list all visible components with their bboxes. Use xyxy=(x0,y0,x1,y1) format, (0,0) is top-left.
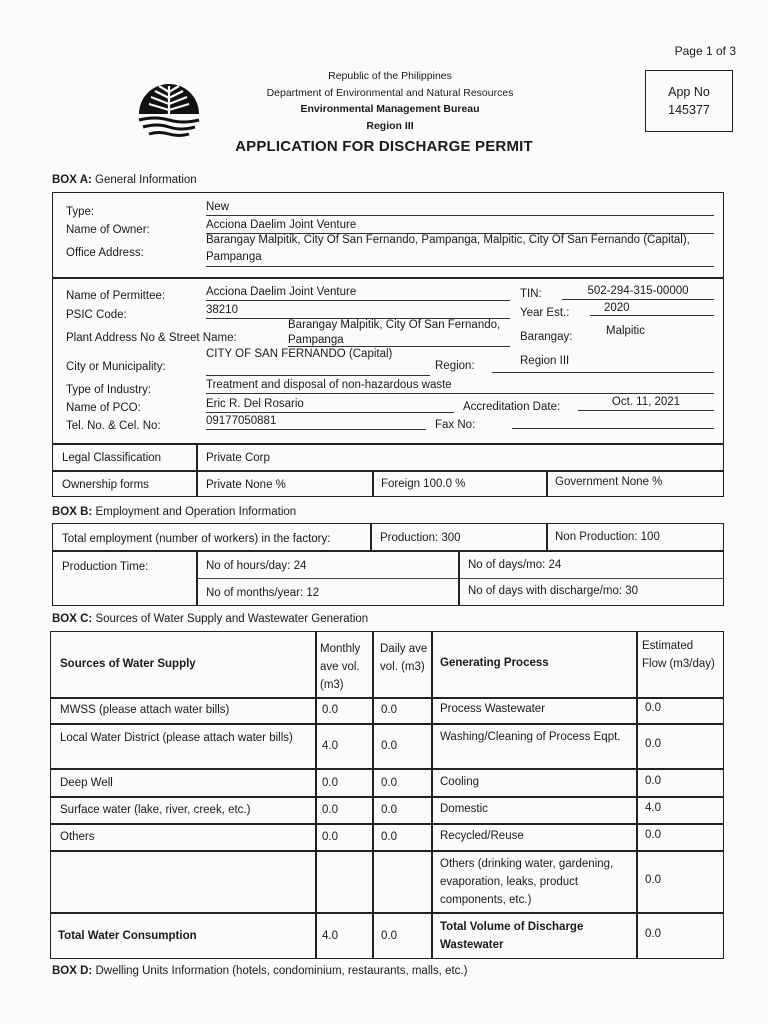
table-row-source: Deep Well xyxy=(60,777,113,789)
box-c-row-line xyxy=(50,697,724,699)
industry-value: Treatment and disposal of non-hazardous waste xyxy=(206,379,714,394)
box-b-divider xyxy=(52,550,724,552)
table-row-process: Recycled/Reuse xyxy=(440,830,524,842)
table-row-monthly: 0.0 xyxy=(322,804,338,816)
owner-value: Acciona Daelim Joint Venture xyxy=(206,219,714,234)
col-header-flow: Estimated Flow (m3/day) xyxy=(642,640,715,670)
pco-label: Name of PCO: xyxy=(66,402,141,414)
tel-value: 09177050881 xyxy=(206,415,426,430)
year-est-label: Year Est.: xyxy=(520,307,570,319)
table-row-process: Domestic xyxy=(440,803,488,815)
box-b-col-4 xyxy=(458,550,460,606)
app-no-label: App No xyxy=(668,85,710,99)
box-c-heading xyxy=(52,613,368,625)
box-b-col-2 xyxy=(546,523,548,550)
months-per-year: No of months/year: 12 xyxy=(206,587,320,599)
owner-label: Name of Owner: xyxy=(66,224,150,236)
table-row-daily: 0.0 xyxy=(381,777,397,789)
box-a-col-divider-3 xyxy=(546,470,548,497)
table-row-flow: 0.0 xyxy=(645,874,661,886)
box-a-col-divider xyxy=(196,443,198,497)
box-c-col-2 xyxy=(372,631,374,959)
box-b-heading xyxy=(52,506,296,518)
total-daily: 0.0 xyxy=(381,930,397,942)
table-row-flow: 0.0 xyxy=(645,702,661,714)
production-time-label: Production Time: xyxy=(62,561,149,573)
table-row-source: MWSS (please attach water bills) xyxy=(60,704,230,716)
hours-per-day: No of hours/day: 24 xyxy=(206,560,307,572)
table-row-process: Washing/Cleaning of Process Eqpt. xyxy=(440,731,621,743)
days-per-month: No of days/mo: 24 xyxy=(468,559,562,571)
table-row-process: Process Wastewater xyxy=(440,703,546,715)
box-b-divider-2 xyxy=(196,578,724,579)
total-monthly: 4.0 xyxy=(322,930,338,942)
barangay-value: Malpitic xyxy=(606,325,645,337)
table-row-source: Surface water (lake, river, creek, etc.) xyxy=(60,804,251,816)
box-d-label: BOX D: xyxy=(52,965,93,977)
box-c-col-4 xyxy=(636,631,638,959)
col-header-monthly: Monthly ave vol. (m3) xyxy=(320,643,361,691)
box-c-row-line xyxy=(50,823,724,825)
col-header-sources: Sources of Water Supply xyxy=(60,658,196,670)
accreditation-label: Accreditation Date: xyxy=(463,401,561,413)
fax-value xyxy=(512,414,714,429)
box-b-col-1 xyxy=(370,523,372,550)
table-row-source: Local Water District (please attach water bills) xyxy=(60,732,293,744)
header-region: Region III xyxy=(366,120,414,132)
non-production-count: Non Production: 100 xyxy=(555,531,660,543)
total-discharge-label: Total Volume of Discharge Wastewater xyxy=(440,921,584,951)
box-c-row-line xyxy=(50,796,724,798)
box-a-heading xyxy=(52,174,197,186)
box-a-divider-2 xyxy=(52,443,724,445)
table-row-daily: 0.0 xyxy=(381,804,397,816)
box-c-col-1 xyxy=(315,631,317,959)
box-d-title: Dwelling Units Information (hotels, condominium, restaurants, malls, etc.) xyxy=(95,965,468,977)
pco-value: Eric R. Del Rosario xyxy=(206,398,454,413)
table-row-daily: 0.0 xyxy=(381,704,397,716)
total-employment-label: Total employment (number of workers) in the factory: xyxy=(62,533,331,545)
tel-label: Tel. No. & Cel. No: xyxy=(66,420,161,432)
header-department: Department of Environmental and Natural Resources xyxy=(266,87,514,99)
box-a-divider-3 xyxy=(52,470,724,472)
plant-address-label: Plant Address No & Street Name: xyxy=(66,332,237,344)
box-d-heading xyxy=(52,965,467,977)
box-c-col-3 xyxy=(431,631,433,959)
office-address-label: Office Address: xyxy=(66,247,144,259)
app-no-value: 145377 xyxy=(668,103,710,117)
table-row-flow: 0.0 xyxy=(645,738,661,750)
table-row-source: Others xyxy=(60,831,95,843)
table-row-process: Cooling xyxy=(440,776,479,788)
box-c-title: Sources of Water Supply and Wastewater Generation xyxy=(95,613,369,625)
box-c-row-line xyxy=(50,723,724,725)
production-count: Production: 300 xyxy=(380,532,461,544)
psic-label: PSIC Code: xyxy=(66,309,127,321)
type-label: Type: xyxy=(66,206,95,218)
ownership-foreign: Foreign 100.0 % xyxy=(381,478,466,490)
box-a-label: BOX A: xyxy=(52,174,92,186)
box-b-label: BOX B: xyxy=(52,506,93,518)
fax-label: Fax No: xyxy=(435,419,476,431)
psic-value: 38210 xyxy=(206,304,510,319)
accreditation-value: Oct. 11, 2021 xyxy=(578,396,714,411)
box-a-title: General Information xyxy=(95,174,197,186)
denr-logo-icon xyxy=(135,76,203,140)
region-value: Region III xyxy=(492,355,714,373)
region-label: Region: xyxy=(435,360,475,372)
total-consumption-label: Total Water Consumption xyxy=(58,930,197,942)
box-c-table xyxy=(50,631,724,959)
permittee-value: Acciona Daelim Joint Venture xyxy=(206,286,510,301)
col-header-process: Generating Process xyxy=(440,657,549,669)
box-b-col-3 xyxy=(196,550,198,606)
table-row-monthly: 0.0 xyxy=(322,831,338,843)
table-row-daily: 0.0 xyxy=(381,740,397,752)
page-number: Page 1 of 3 xyxy=(674,44,736,58)
box-b-title: Employment and Operation Information xyxy=(95,506,297,518)
legal-classification-value: Private Corp xyxy=(206,452,270,464)
ownership-government: Government None % xyxy=(555,476,663,488)
plant-address-value: Barangay Malpitik, City Of San Fernando, Pampanga xyxy=(288,318,510,347)
table-row-process: Others (drinking water, gardening, evaporation, leaks, product components, etc.) xyxy=(440,858,614,906)
ownership-label: Ownership forms xyxy=(62,479,149,491)
header-bureau: Environmental Management Bureau xyxy=(300,103,480,115)
box-c-row-line xyxy=(50,912,724,914)
box-a-col-divider-2 xyxy=(372,470,374,497)
col-header-daily: Daily ave vol. (m3) xyxy=(380,643,428,673)
total-flow: 0.0 xyxy=(645,928,661,940)
permittee-label: Name of Permittee: xyxy=(66,290,166,302)
tin-label: TIN: xyxy=(520,288,542,300)
table-row-flow: 0.0 xyxy=(645,829,661,841)
city-value: CITY OF SAN FERNANDO (Capital) xyxy=(206,347,430,376)
table-row-monthly: 0.0 xyxy=(322,777,338,789)
type-value: New xyxy=(206,201,714,216)
box-c-label: BOX C: xyxy=(52,613,93,625)
ownership-private: Private None % xyxy=(206,479,286,491)
box-c-row-line xyxy=(50,768,724,770)
app-no-box xyxy=(645,70,733,132)
header-republic: Republic of the Philippines xyxy=(328,70,452,82)
table-row-flow: 0.0 xyxy=(645,775,661,787)
barangay-label: Barangay: xyxy=(520,331,573,343)
table-row-monthly: 4.0 xyxy=(322,740,338,752)
days-with-discharge: No of days with discharge/mo: 30 xyxy=(468,585,639,597)
box-a-divider xyxy=(52,277,724,279)
page-title: APPLICATION FOR DISCHARGE PERMIT xyxy=(235,138,533,155)
legal-classification-label: Legal Classification xyxy=(62,452,162,464)
table-row-monthly: 0.0 xyxy=(322,704,338,716)
table-row-flow: 4.0 xyxy=(645,802,661,814)
tin-value: 502-294-315-00000 xyxy=(562,285,714,300)
table-row-daily: 0.0 xyxy=(381,831,397,843)
industry-label: Type of Industry: xyxy=(66,384,152,396)
box-c-row-line xyxy=(50,850,724,852)
city-label: City or Municipality: xyxy=(66,361,166,373)
year-est-value: 2020 xyxy=(590,302,714,316)
office-address-value: Barangay Malpitik, City Of San Fernando, Pampanga, Malpitic, City Of San Fernando (Capital), Pampanga xyxy=(206,232,714,267)
